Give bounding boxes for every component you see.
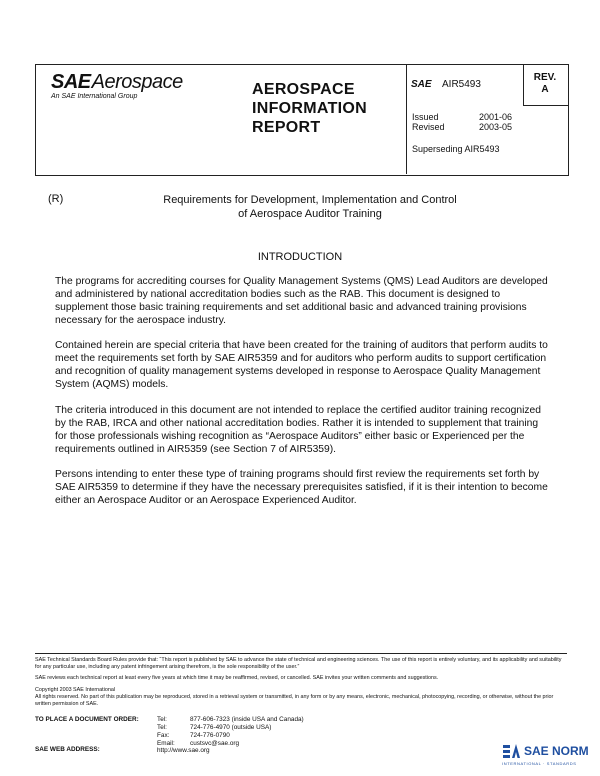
rev-divider bbox=[523, 64, 524, 105]
superseding-note: Superseding AIR5493 bbox=[412, 144, 500, 154]
revision-box bbox=[530, 72, 560, 96]
tel-label: Tel: bbox=[157, 724, 167, 731]
fax-number: 724-776-0790 bbox=[190, 732, 230, 739]
footer-notice: SAE Technical Standards Board Rules provide that: “This report is published by SAE to advance the state of technical and engineering sciences. The use of this report is entirely voluntary, and its applicability and suitability for any particular use, including any patent infringement arising therefrom, is the sole responsibility of the user.” bbox=[35, 657, 562, 670]
paragraph: The criteria introduced in this document are not intended to replace the certified auditor training recognized by the RAB, IRCA and other national accreditation bodies. Rather it is intended to supplement that training for those professionals wishing recognition as “Aerospace Auditors” either basic or Experienced per the requirements outlined in AIR5359 (see Section 7 of AIR5359). bbox=[55, 405, 541, 455]
tel-outside-usa: 724-776-4970 (outside USA) bbox=[190, 724, 272, 731]
paragraph: Contained herein are special criteria that have been created for the training of auditors that perform audits to meet the requirements set forth by SAE AIR5359 and for auditors who perform audits to support certification and recognition of quality management systems developed in response to Aerospace Quality Management System (AQMS) models. bbox=[55, 340, 548, 390]
order-label: TO PLACE A DOCUMENT ORDER: bbox=[35, 716, 139, 723]
logo-subtitle: An SAE International Group bbox=[51, 93, 138, 100]
rights-notice: All rights reserved. No part of this publication may be reproduced, stored in a retrieval system or transmitted, in any form or by any means, electronic, mechanical, photocopying, recording, or otherwise, without the prior written permission of SAE. bbox=[35, 694, 554, 707]
logo-sae-text: SAE bbox=[51, 71, 91, 93]
paragraph: Persons intending to enter these type of training programs should first review the requirements set forth by SAE AIR5359 to determine if they have the necessary prerequisites satisfied, if it is their intention to become either an Aerospace Auditor or an Aerospace Experienced Auditor. bbox=[55, 469, 548, 506]
title-line: Requirements for Development, Implementation and Control bbox=[163, 194, 457, 206]
tel-label: Tel: bbox=[157, 716, 167, 723]
revised-date: 2003-05 bbox=[479, 122, 513, 132]
logo-aerospace-text: Aerospace bbox=[91, 71, 183, 93]
email-label: Email: bbox=[157, 740, 175, 747]
document-type bbox=[252, 80, 367, 137]
issued-date: 2001-06 bbox=[479, 112, 513, 122]
sae-norm-logo bbox=[502, 742, 589, 772]
title-line: of Aerospace Auditor Training bbox=[238, 208, 382, 220]
revision-mark: (R) bbox=[48, 193, 64, 205]
copyright: Copyright 2003 SAE International bbox=[35, 687, 116, 693]
sae-aerospace-logo bbox=[51, 71, 183, 94]
web-address-link[interactable]: http://www.sae.org bbox=[157, 747, 210, 754]
rev-bottom-divider bbox=[523, 105, 568, 106]
revised-label: Revised bbox=[412, 122, 445, 132]
email-address[interactable]: custsvc@sae.org bbox=[190, 740, 240, 747]
sae-norm-mark-icon bbox=[502, 742, 524, 760]
document-title bbox=[110, 193, 510, 221]
fax-label: Fax: bbox=[157, 732, 170, 739]
tel-inside-usa: 877-606-7323 (inside USA and Canada) bbox=[190, 716, 304, 723]
doc-type-line: REPORT bbox=[252, 119, 321, 136]
sae-small-logo: SAE bbox=[411, 79, 432, 90]
issued-label: Issued bbox=[412, 112, 439, 122]
paragraph: The programs for accrediting courses for Quality Management Systems (QMS) Lead Auditors are developed and administered by national accreditation bodies such as the RAB. This document is designed to supplement those basic training requirements and set additional basic and advanced training provisions necessary for the aerospace industry. bbox=[55, 276, 548, 326]
section-heading: INTRODUCTION bbox=[257, 251, 343, 263]
sae-norm-subtext: INTERNATIONAL · STANDARDS bbox=[502, 761, 577, 766]
web-label: SAE WEB ADDRESS: bbox=[35, 746, 100, 753]
footer-review-notice: SAE reviews each technical report at least every five years at which time it may be reaffirmed, revised, or cancelled. SAE invites your written comments and suggestions. bbox=[35, 675, 439, 681]
footer-divider bbox=[35, 653, 567, 654]
document-number: AIR5493 bbox=[442, 79, 481, 90]
rev-label: REV. bbox=[533, 72, 557, 83]
rev-value: A bbox=[541, 84, 549, 95]
header-divider bbox=[406, 64, 407, 174]
doc-type-line: INFORMATION bbox=[252, 100, 367, 117]
sae-norm-text: SAE NORM bbox=[524, 744, 589, 758]
doc-type-line: AEROSPACE bbox=[252, 81, 355, 98]
